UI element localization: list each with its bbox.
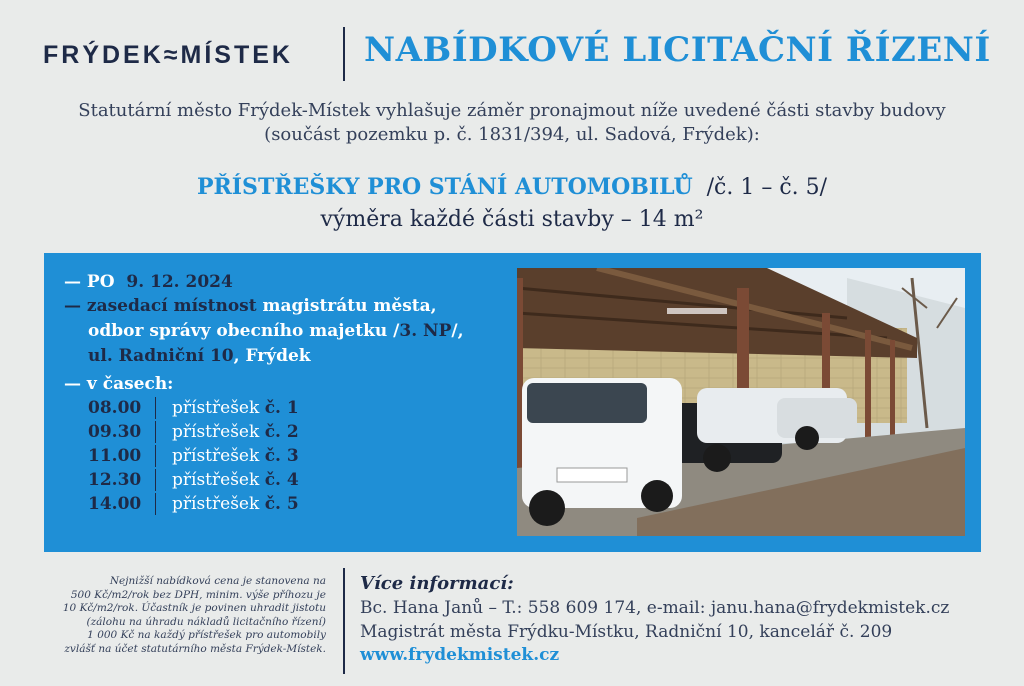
note-line: (zálohu na úhradu nákladů licitačního řízení) [86, 615, 326, 628]
date-prefix: — PO [64, 272, 115, 292]
panel-times-label: — v časech: [64, 374, 174, 394]
footer-divider [343, 568, 345, 674]
slot-separator [155, 397, 156, 419]
slot-text: přístřešek [172, 422, 260, 442]
slot-text: přístřešek [172, 398, 260, 418]
slot-time-5: 14.00 [88, 494, 142, 514]
place-slash-end: /, [451, 321, 464, 341]
slot-time-4: 12.30 [88, 470, 142, 490]
header-divider [343, 27, 345, 81]
auction-date: 9. 12. 2024 [126, 272, 233, 292]
slot-separator [155, 469, 156, 491]
slot-text: přístřešek [172, 446, 260, 466]
website-link[interactable]: www.frydekmistek.cz [360, 645, 560, 665]
place-office: magistrátu města, [262, 296, 437, 316]
contact-heading: Více informací: [360, 573, 514, 594]
contact-address: Magistrát města Frýdku-Místku, Radniční 10, kancelář č. 209 [360, 622, 893, 642]
slot-time-1: 08.00 [88, 398, 142, 418]
slot-text: přístřešek [172, 470, 260, 490]
intro-line-2: (součást pozemku p. č. 1831/394, ul. Sadová, Frýdek): [264, 124, 760, 145]
place-slash: / [393, 321, 400, 341]
slot-label-1 [172, 398, 299, 418]
page-title: NABÍDKOVÉ LICITAČNÍ ŘÍZENÍ [364, 30, 991, 70]
slot-number: č. 2 [264, 422, 299, 442]
slot-number: č. 1 [264, 398, 299, 418]
place-prefix: — zasedací místnost [64, 296, 257, 316]
subject-numbers: /č. 1 – č. 5/ [706, 175, 828, 200]
note-line: 500 Kč/m2/rok bez DPH, minim. výše příhozu je [70, 588, 326, 601]
slot-separator [155, 445, 156, 467]
place-city: , Frýdek [233, 346, 311, 366]
panel-place-2 [88, 321, 464, 341]
slot-number: č. 5 [264, 494, 299, 514]
note-line: 10 Kč/m2/rok. Účastník je povinen uhradit jistotu [62, 602, 326, 614]
panel-place-1 [64, 296, 437, 316]
city-logo: FRÝDEK≈MÍSTEK [43, 41, 293, 69]
carport-photo [517, 268, 965, 536]
note-line: Nejnižší nabídková cena je stanovena na [109, 575, 326, 587]
slot-text: přístřešek [172, 494, 260, 514]
slot-number: č. 4 [264, 470, 299, 490]
price-note [36, 575, 326, 656]
note-line: zvlášť na účet statutárního města Frýdek-Místek. [64, 642, 326, 655]
slot-time-3: 11.00 [88, 446, 142, 466]
slot-label-2 [172, 422, 299, 442]
note-line: 1 000 Kč na každý přístřešek pro automobily [87, 629, 326, 641]
slot-separator [155, 421, 156, 443]
panel-place-3 [88, 346, 311, 366]
place-street: ul. Radniční 10 [88, 346, 234, 366]
slot-label-4 [172, 470, 299, 490]
panel-date [64, 272, 233, 292]
place-department: odbor správy obecního majetku [88, 321, 388, 341]
subject-heading [0, 174, 1024, 200]
slot-time-2: 09.30 [88, 422, 142, 442]
subject-area: výměra každé části stavby – 14 m² [320, 207, 704, 232]
intro-line-1: Statutární město Frýdek-Místek vyhlašuje záměr pronajmout níže uvedené části stavby budovy [78, 100, 946, 121]
contact-person: Bc. Hana Janů – T.: 558 609 174, e-mail: janu.hana@frydekmistek.cz [360, 598, 950, 618]
subject-title: PŘÍSTŘEŠKY PRO STÁNÍ AUTOMOBILŮ [196, 174, 693, 200]
slot-label-3 [172, 446, 299, 466]
slot-number: č. 3 [264, 446, 299, 466]
slot-separator [155, 493, 156, 515]
place-floor: 3. NP [399, 321, 452, 341]
slot-label-5 [172, 494, 299, 514]
